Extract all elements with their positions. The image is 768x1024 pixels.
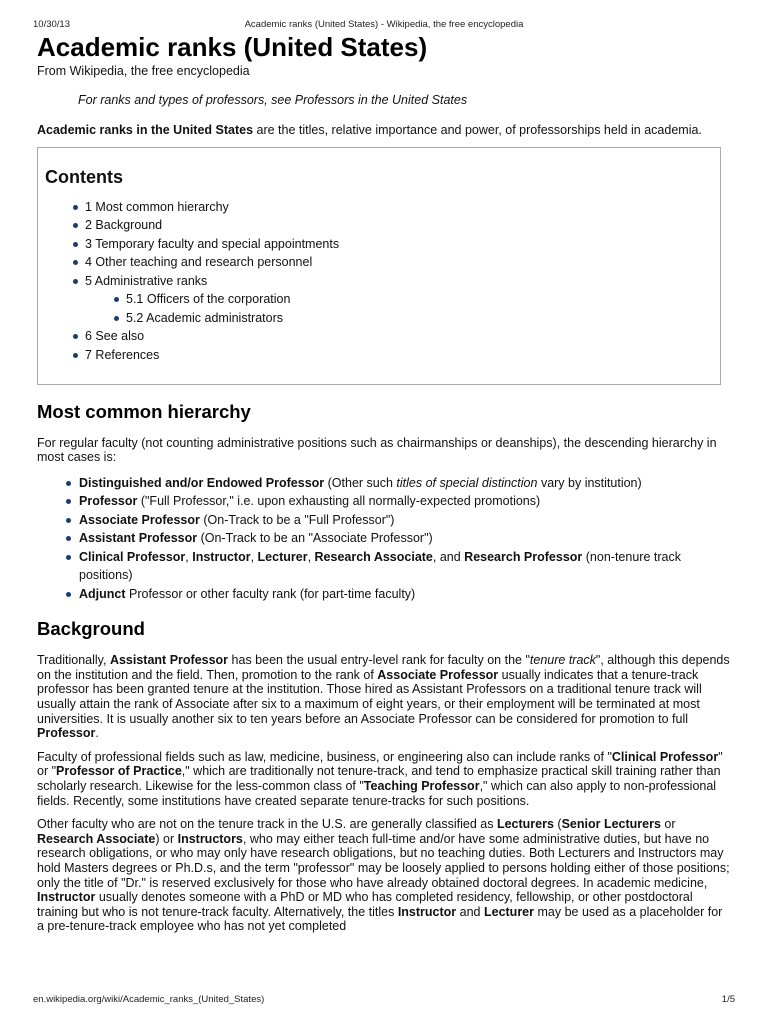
toc-item[interactable]: [45, 253, 713, 272]
article-content: [37, 31, 732, 943]
bold-term: Professor: [37, 726, 96, 741]
rank-list-item: [37, 492, 732, 511]
text-run: Traditionally,: [37, 653, 110, 668]
bullet-icon: [66, 555, 71, 560]
text-run: vary by institution): [537, 475, 642, 490]
bold-term: Research Associate: [37, 831, 156, 846]
rank-list-item: [37, 474, 732, 493]
toc-item-label[interactable]: 7 References: [85, 347, 160, 362]
text-run: ," which are traditionally not tenure-track, and tend to emphasize practical skill training rather than scholarly research. Likewise for the less-common class of ": [37, 764, 721, 794]
bold-term: Research Associate: [314, 549, 433, 564]
print-header: [33, 19, 735, 31]
toc-item-label[interactable]: 6 See also: [85, 329, 145, 344]
print-footer: [33, 994, 735, 1006]
bold-term: Clinical Professor: [611, 749, 719, 764]
toc-item[interactable]: [45, 290, 713, 309]
bold-term: Clinical Professor: [79, 549, 186, 564]
bullet-icon: [66, 536, 71, 541]
rank-list-item: [37, 529, 732, 548]
text-run: (non-tenure track positions): [79, 549, 681, 583]
toc-item-label[interactable]: 5.1 Officers of the corporation: [126, 292, 291, 307]
rank-list-item: [37, 511, 732, 530]
bold-term: Professor of Practice: [56, 764, 182, 779]
text-run: " or ": [37, 749, 723, 779]
table-of-contents: [37, 147, 721, 385]
bold-term: Assistant Professor: [109, 653, 229, 668]
page-title: Academic ranks (United States): [37, 32, 428, 62]
bullet-icon: [73, 260, 78, 265]
toc-item-label[interactable]: 5 Administrative ranks: [85, 273, 208, 288]
text-run: Faculty of professional fields such as law, medicine, business, or engineering also can include ranks of ": [37, 749, 612, 764]
toc-item[interactable]: [45, 235, 713, 254]
intro-text: are the titles, relative importance and power, of professorships held in academia.: [253, 123, 702, 137]
text-run: ,: [307, 549, 315, 564]
bold-term: Professor: [79, 494, 138, 509]
rank-list-item: [37, 548, 732, 585]
rank-list: [37, 474, 732, 604]
text-run: ", although this depends on the institution and the field. Then, promotion to the rank of: [37, 653, 730, 682]
text-run: usually indicates that a tenure-track professor has been granted tenure at the institution. Those hired as Assistant Professors on a traditional tenure track will usually attain the rank of Associate after six to a maximum of eight years, or their employment will be terminated at most universities. It is usually another six to ten years before an Associate Professor can be considered for promotion to full: [37, 667, 702, 726]
print-url: en.wikipedia.org/wiki/Academic_ranks_(United_States): [33, 994, 265, 1005]
italic-text: tenure track: [529, 653, 596, 668]
text-run: or: [660, 817, 676, 832]
background-paragraph: [37, 750, 732, 808]
toc-item[interactable]: [45, 327, 713, 346]
text-run: and: [456, 904, 484, 919]
toc-item[interactable]: [45, 198, 713, 217]
bold-term: Senior Lecturers: [561, 817, 661, 832]
bold-term: Instructor: [192, 549, 251, 564]
bullet-icon: [66, 499, 71, 504]
print-page-title: Academic ranks (United States) - Wikipedia, the free encyclopedia: [244, 19, 524, 30]
bullet-icon: [66, 518, 71, 523]
text-run: Other faculty who are not on the tenure track in the U.S. are generally classified as: [37, 817, 497, 832]
bullet-icon: [73, 242, 78, 247]
intro-paragraph: [37, 123, 732, 138]
toc-list: [45, 198, 713, 365]
bold-term: Associate Professor: [79, 512, 200, 527]
bold-term: Adjunct: [79, 586, 126, 601]
text-run: , and: [432, 549, 465, 564]
bullet-icon: [66, 481, 71, 486]
bold-term: Instructors: [177, 831, 243, 846]
bold-term: Assistant Professor: [79, 531, 198, 546]
toc-title: Contents: [45, 166, 123, 187]
bullet-icon: [66, 592, 71, 597]
text-run: ,: [250, 549, 258, 564]
toc-item-label[interactable]: 5.2 Academic administrators: [126, 310, 284, 325]
bold-term: Lecturers: [496, 817, 554, 832]
section-heading-most-common-hierarchy: Most common hierarchy: [37, 400, 251, 422]
background-paragraph: [37, 817, 732, 934]
background-paragraph: [37, 653, 732, 741]
toc-item[interactable]: [45, 309, 713, 328]
bullet-icon: [73, 353, 78, 358]
print-date: 10/30/13: [33, 19, 70, 30]
bold-term: Distinguished and/or Endowed Professor: [79, 475, 325, 490]
bullet-icon: [114, 316, 119, 321]
hatnote: For ranks and types of professors, see Professors in the United States: [78, 93, 468, 107]
bold-term: Lecturer: [483, 904, 535, 919]
bold-term: Instructor: [37, 890, 96, 905]
text-run: usually denotes someone with a PhD or MD who has completed residency, fellowship, or other postdoctoral training but who is not tenure-track faculty. Alternatively, the titles: [37, 890, 693, 919]
rank-list-item: [37, 585, 732, 604]
toc-item[interactable]: [45, 272, 713, 291]
bold-term: Lecturer: [257, 549, 308, 564]
text-run: , who may either teach full-time and/or have some administrative duties, but have no research obligations, or who may only have research obligations, but no teaching duties. Both Lecturers and Instructors may hold Masters degrees or Ph.D.s, and the term "professor" may be loosely applied to persons holding either of those positions; only the title of "Dr." is reserved exclusively for those who have already obtained doctoral degrees. In academic medicine,: [37, 831, 730, 890]
toc-item-label[interactable]: 2 Background: [85, 218, 163, 233]
section-heading-background: Background: [37, 618, 145, 640]
bold-term: Associate Professor: [377, 667, 499, 682]
bullet-icon: [114, 297, 119, 302]
text-run: (On-Track to be an "Associate Professor"): [197, 531, 433, 546]
text-run: ,: [185, 549, 193, 564]
bold-term: Research Professor: [464, 549, 583, 564]
bullet-icon: [73, 205, 78, 210]
text-run: ) or: [155, 831, 178, 846]
intro-bold-term: Academic ranks in the United States: [37, 123, 254, 137]
page-number: 1/5: [721, 994, 735, 1005]
bold-term: Instructor: [397, 904, 457, 919]
text-run: Professor or other faculty rank (for part-time faculty): [125, 586, 416, 601]
bullet-icon: [73, 223, 78, 228]
toc-item[interactable]: [45, 346, 713, 365]
toc-item-label[interactable]: 3 Temporary faculty and special appointments: [85, 236, 340, 251]
toc-item-label[interactable]: 1 Most common hierarchy: [85, 199, 229, 214]
italic-text: titles of special distinction: [396, 475, 538, 490]
toc-item[interactable]: [45, 216, 713, 235]
text-run: ," which can also apply to non-professional fields. Recently, some institutions have created separate tenure-tracks for such positions.: [37, 779, 717, 808]
site-tagline: From Wikipedia, the free encyclopedia: [37, 64, 250, 78]
text-run: .: [95, 726, 99, 741]
toc-item-label[interactable]: 4 Other teaching and research personnel: [85, 255, 313, 270]
text-run: (: [553, 817, 562, 832]
bullet-icon: [73, 334, 78, 339]
text-run: ("Full Professor," i.e. upon exhausting all normally-expected promotions): [137, 494, 541, 509]
text-run: may be used as a placeholder for a pre-tenure-track employee who has not yet completed: [37, 904, 723, 934]
text-run: has been the usual entry-level rank for faculty on the ": [228, 653, 530, 668]
bullet-icon: [73, 279, 78, 284]
hierarchy-intro: For regular faculty (not counting administrative positions such as chairmanships or deanships), the descending hierarchy in most cases is:: [37, 435, 717, 465]
bold-term: Teaching Professor: [363, 779, 480, 794]
background-paragraphs: [37, 653, 732, 934]
text-run: (Other such: [324, 475, 397, 490]
text-run: (On-Track to be a "Full Professor"): [199, 512, 395, 527]
